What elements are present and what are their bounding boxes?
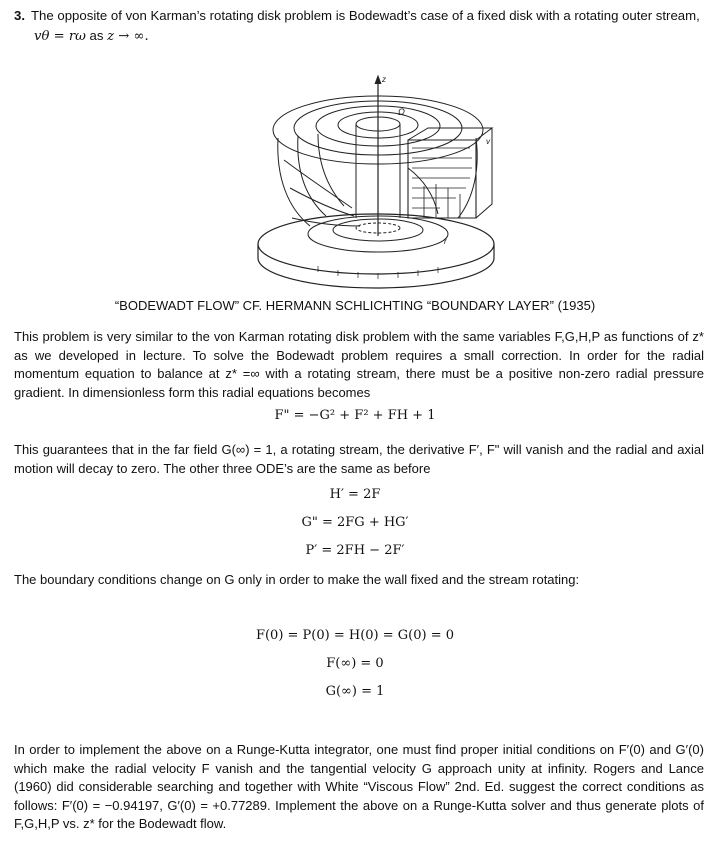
paragraph-intro: This problem is very similar to the von Karman rotating disk problem with the same variables F,G,H,P as functions of z* as we developed in lecture. To solve the Bodewadt problem requires a small correction. In order for the radial momentum equation to balance at z* =∞ with a rotating stream, there must be a positive non-zero radial pressure gradient. In dimensionless form this radial equations becomes (14, 329, 704, 400)
equation-radial: F" = −G² + F² + FH + 1 (274, 408, 436, 423)
paragraph-far-field: This guarantees that in the far field G(∞) = 1, a rotating stream, the derivative F′, F" will vanish and the radial and axial motion will decay to zero. The other three ODE’s are the same as before (14, 442, 704, 476)
problem-intro: The opposite of von Karman’s rotating disk problem is Bodewadt’s case of a fixed disk with a rotating outer stream, (31, 8, 700, 23)
paragraph-boundary-conditions: The boundary conditions change on G only in order to make the wall fixed and the stream rotating: (14, 572, 580, 587)
figure-caption: “BODEWADT FLOW” CF. HERMANN SCHLICHTING “BOUNDARY LAYER” (1935) (114, 298, 596, 313)
velocity-expression: vθ = rω (34, 29, 86, 44)
v-label: v (486, 137, 490, 146)
paragraph-runge-kutta: In order to implement the above on a Runge-Kutta integrator, one must find proper initial conditions on F′(0) and G′(0) which make the radial velocity F vanish and the tangential velocity G approach unity at infinity. Rogers and Lance (1960) did considerable searching and together with White “Viscous Flow” 2nd. Ed. suggest the correct conditions as follows: F′(0) = −0.94197, G′(0) = +0.77289. Implement the above on a Runge-Kutta solver and thus generate plots of F,G,H,P vs. z* for the Bodewadt flow. (14, 742, 704, 831)
bodewadt-flow-figure (248, 68, 508, 290)
omega-label: Ω (398, 107, 405, 117)
equation-h: H′ = 2F (329, 487, 381, 502)
boundary-condition-wall: F(0) = P(0) = H(0) = G(0) = 0 (255, 628, 455, 643)
problem-number: 3. (14, 8, 25, 23)
z-axis-label: z (382, 75, 386, 84)
equation-g: G" = 2FG + HG′ (301, 515, 409, 530)
problem-line-2 (14, 26, 704, 47)
problem-as: as (85, 28, 108, 43)
boundary-condition-f-infinity: F(∞) = 0 (326, 656, 384, 671)
equation-p: P′ = 2FH − 2F′ (305, 543, 405, 558)
boundary-condition-g-infinity: G(∞) = 1 (325, 684, 385, 699)
problem-statement (14, 6, 704, 47)
r-axis-label: r (444, 237, 447, 246)
limit-expression: z → ∞. (107, 29, 149, 44)
problem-line-1 (14, 6, 704, 26)
